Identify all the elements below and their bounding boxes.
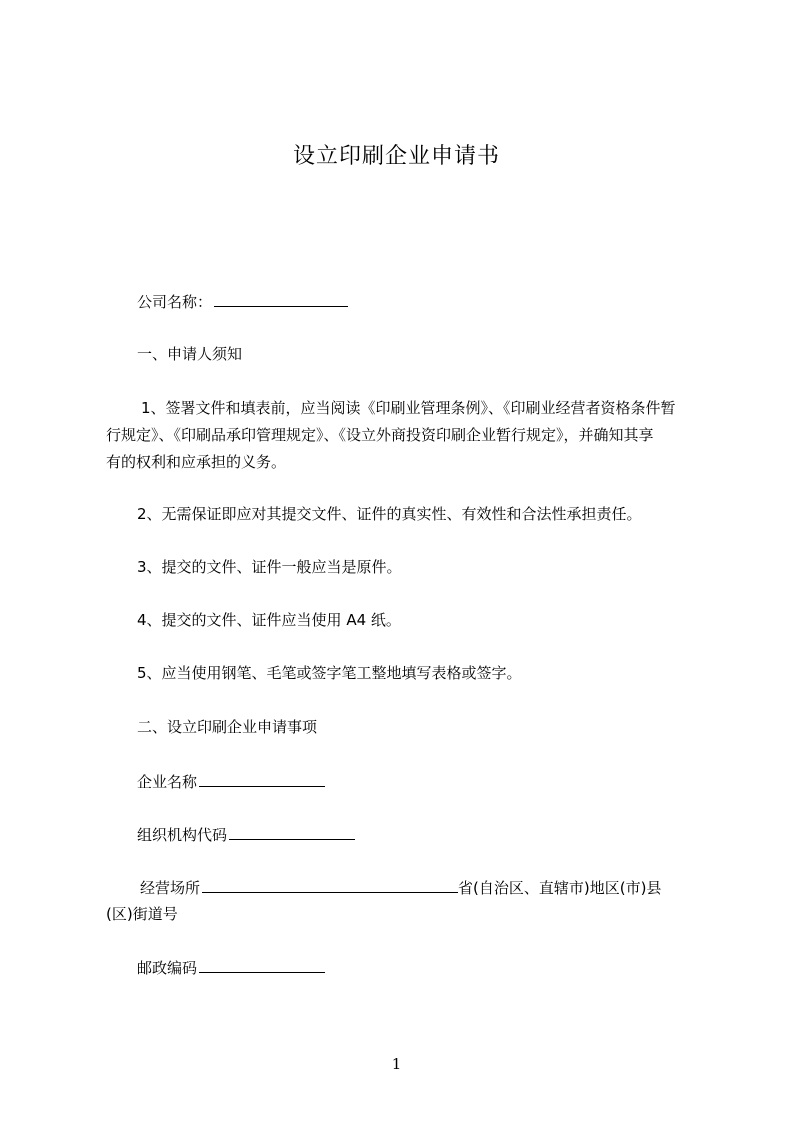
org-code-field[interactable] [229, 824, 355, 840]
address-suffix-line-2: (区)街道号 [106, 905, 178, 923]
org-code-label: 组织机构代码 [137, 826, 228, 844]
address-label: 经营场所 [140, 879, 201, 897]
postal-code-field[interactable] [199, 957, 325, 973]
enterprise-name-label: 企业名称 [137, 773, 198, 791]
address-suffix-line-1: 省(自治区、直辖市)地区(市)县 [458, 879, 662, 897]
postal-code-row [137, 957, 325, 978]
address-row [140, 877, 661, 898]
postal-code-label: 邮政编码 [137, 959, 198, 977]
notice-item-1-line-1: 1、签署文件和填表前，应当阅读《印刷业管理条例》、《印刷业经营者资格条件暂 [141, 399, 676, 417]
company-name-label: 公司名称： [137, 293, 213, 311]
notice-item-3: 3、提交的文件、证件一般应当是原件。 [137, 558, 402, 576]
enterprise-name-row [137, 771, 325, 792]
notice-item-1-line-3: 有的权利和应承担的义务。 [106, 453, 287, 471]
org-code-row [137, 824, 355, 845]
company-name-field[interactable] [214, 291, 348, 307]
notice-item-2: 2、无需保证即应对其提交文件、证件的真实性、有效性和合法性承担责任。 [137, 505, 642, 523]
page-title: 设立印刷企业申请书 [292, 144, 500, 169]
notice-item-5: 5、应当使用钢笔、毛笔或签字笔工整地填写表格或签字。 [137, 664, 522, 682]
section-1-heading: 一、申请人须知 [137, 345, 243, 363]
company-name-row [137, 291, 348, 312]
enterprise-name-field[interactable] [199, 771, 325, 787]
section-2-heading: 二、设立印刷企业申请事项 [137, 718, 318, 736]
notice-item-4: 4、提交的文件、证件应当使用 A4 纸。 [137, 611, 401, 629]
address-field[interactable] [202, 877, 458, 893]
notice-item-1-line-2: 行规定》、《印刷品承印管理规定》、《设立外商投资印刷企业暂行规定》，并确知其享 [106, 426, 654, 444]
page-number: 1 [391, 1055, 402, 1073]
